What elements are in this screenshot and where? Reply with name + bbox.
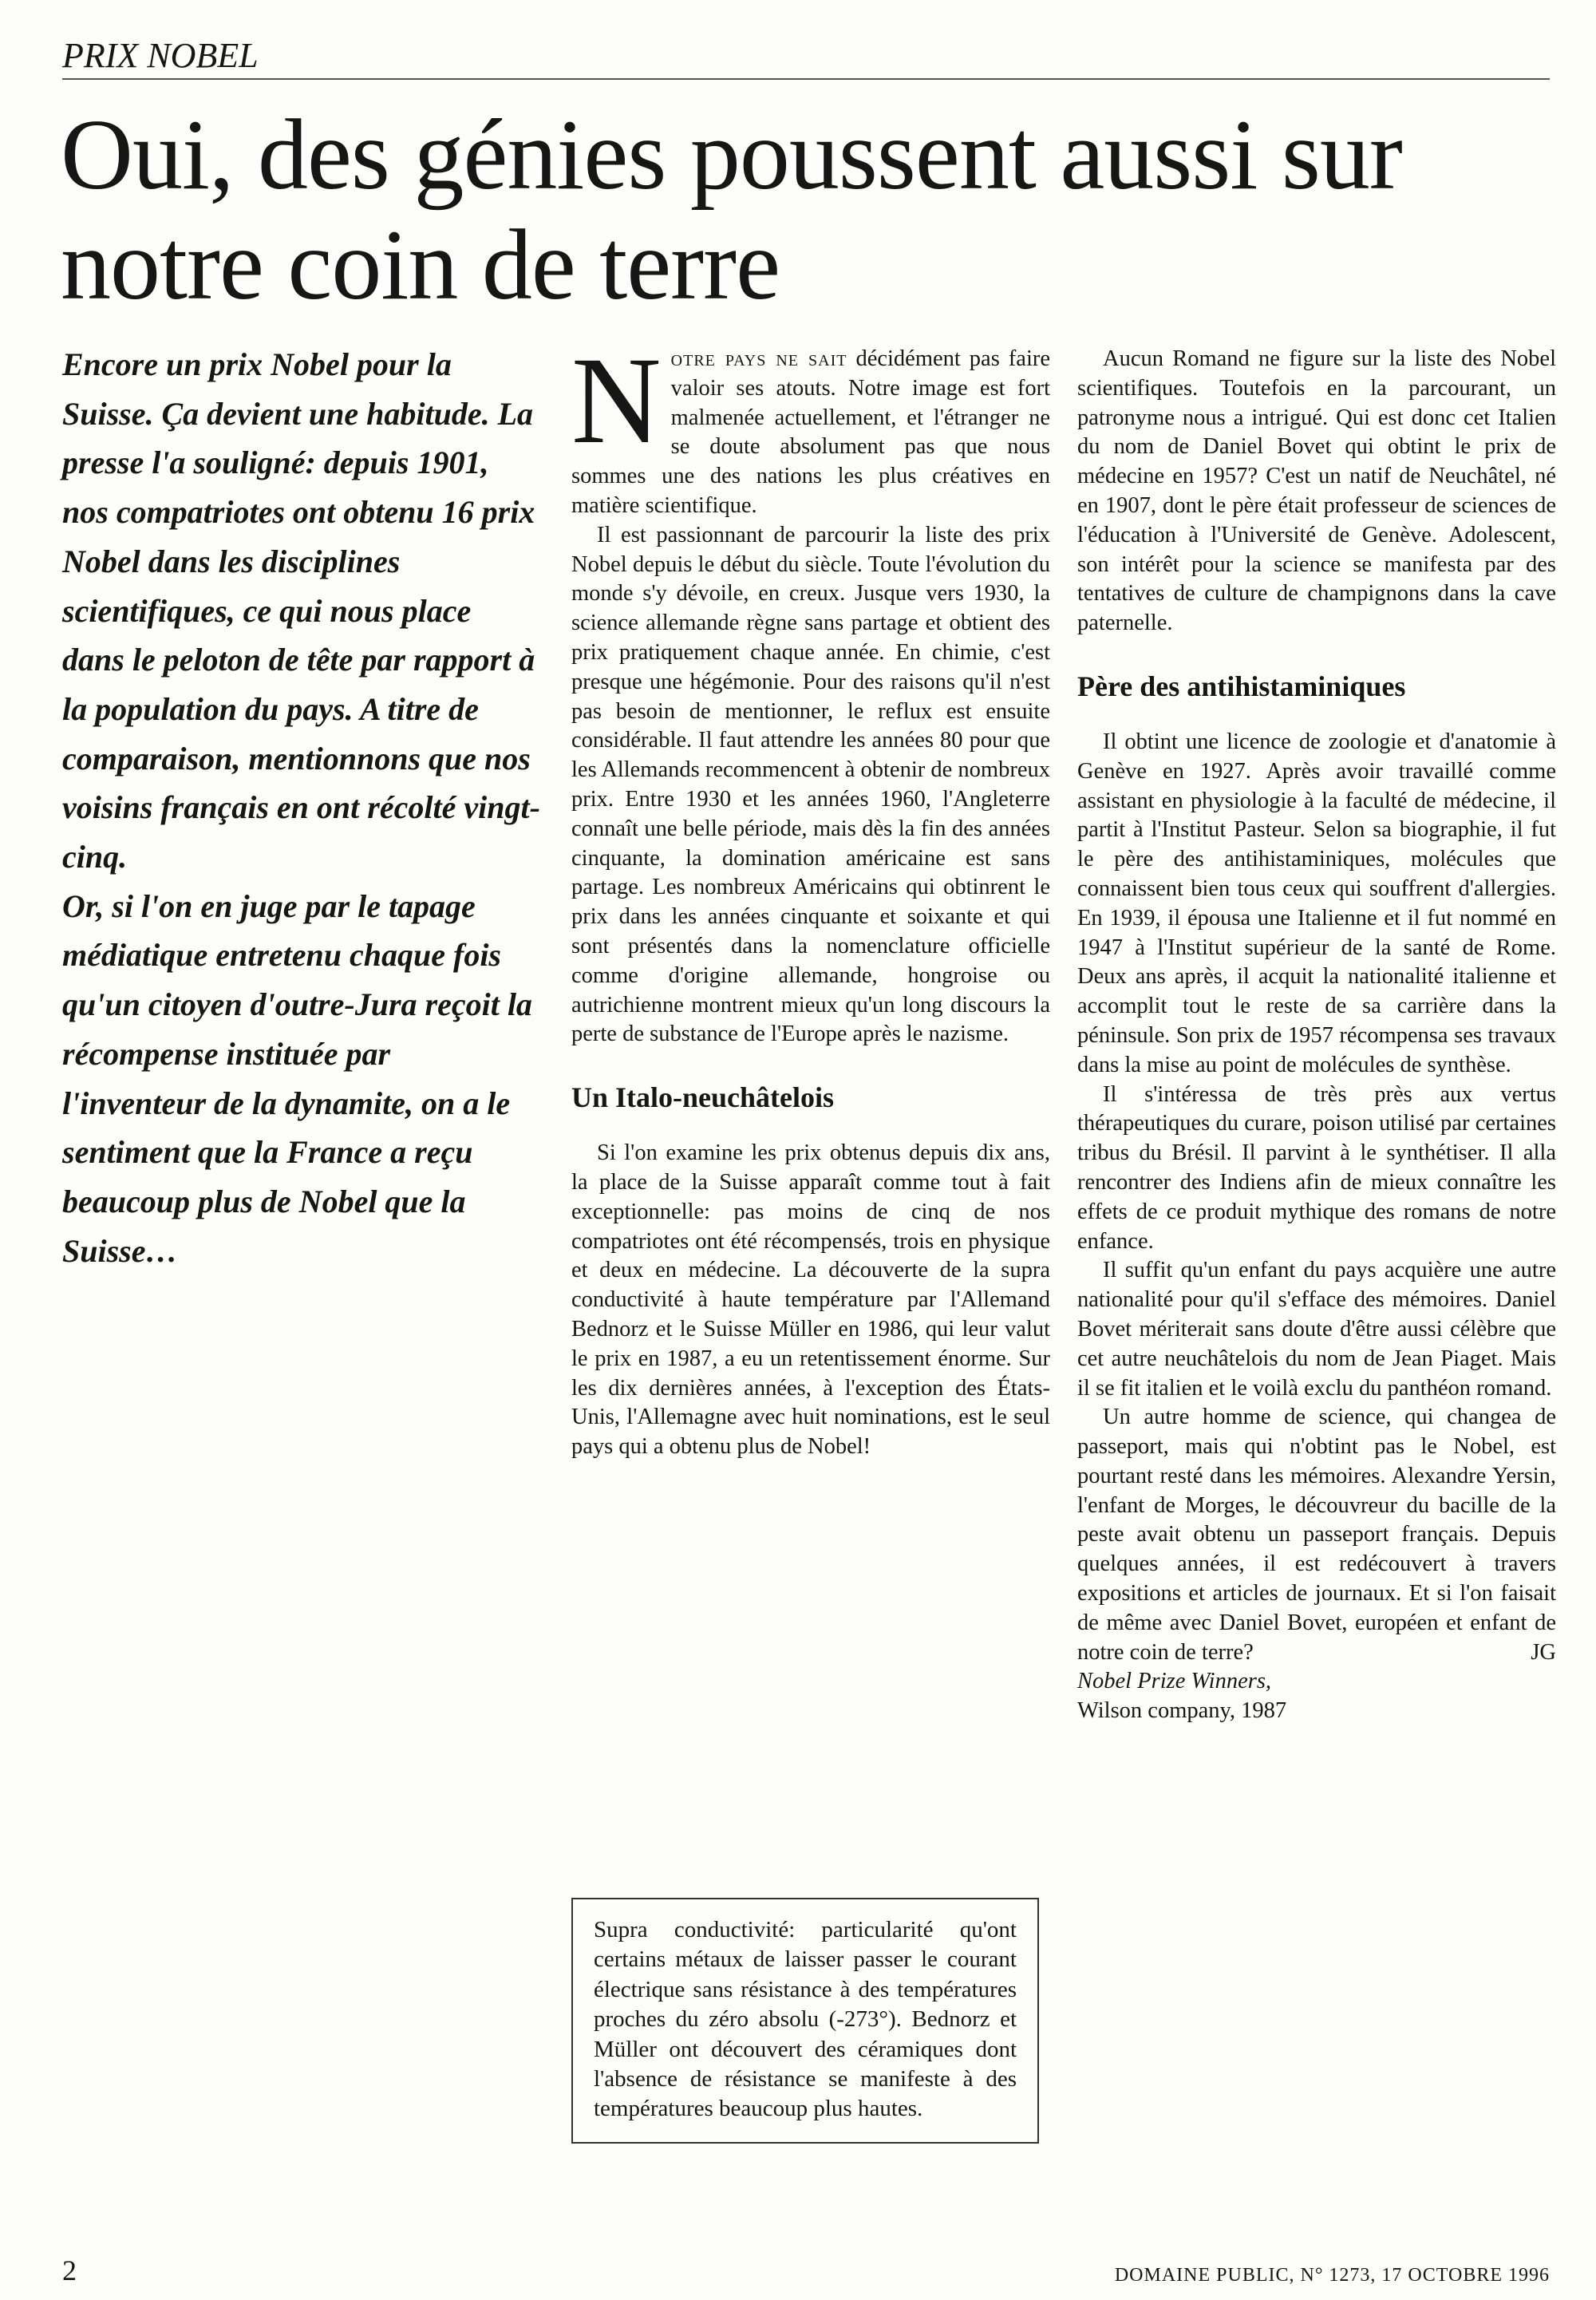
drop-cap: N	[571, 331, 662, 469]
article-column-3	[1077, 345, 1556, 1726]
opening-words: otre pays ne sait	[670, 346, 847, 371]
body-paragraph: Il est passionnant de parcourir la liste des prix Nobel depuis le début du siècle. Toute l'évolution du monde s'y dévoile, en creux. Jusque vers 1930, la science allemande règne sans partage et obtient des prix pratiquement chaque année. En chimie, c'est presque une hégémonie. Pour des raisons qu'il n'est pas besoin de mentionner, le reflux est ensuite considérable. Il faut attendre les années 80 pour que les Allemands recommencent à obtenir de nombreux prix. Entre 1930 et les années 1960, l'Angleterre connaît une belle période, mais dès la fin des années cinquante, la domination américaine est sans partage. Les nombreux Américains qui obtinrent le prix dans les années cinquante et soixante et qui sont présentés dans la nomenclature officielle comme d'origine allemande, hongroise ou autrichienne montrent mieux qu'un long discours la perte de substance de l'Europe après le nazisme.	[571, 522, 1050, 1047]
author-signature: JG	[1531, 1639, 1556, 1665]
subheading: Un Italo-neuchâtelois	[571, 1081, 835, 1114]
paragraph-text: décidément pas faire valoir ses atouts. Notre image est fort malmenée actuellement, et l'étranger ne se doute absolument pas que nous sommes une des nations les plus créatives en matière scientifique.	[571, 346, 1050, 518]
body-paragraph: Il s'intéressa de très près aux vertus thérapeutiques du curare, poison utilisé par certaines tribus du Brésil. Il parvint à le synthétiser. Il alla rencontrer des Indiens afin de mieux connaître les effets de ce produit mythique des romans de notre enfance.	[1077, 1081, 1556, 1254]
body-paragraph: Si l'on examine les prix obtenus depuis dix ans, la place de la Suisse apparaît comme tout à fait exceptionnelle: pas moins de cinq de nos compatriotes ont été récompensés, trois en physique et deux en médecine. La découverte de la supra conductivité à haute température par l'Allemand Bednorz et le Suisse Müller en 1986, qui leur valut le prix en 1987, a eu un retentissement énorme. Sur les dix dernières années, à l'exception des États-Unis, l'Allemagne avec huit nominations, est le seul pays qui a obtenu plus de Nobel!	[571, 1140, 1050, 1460]
reference-publisher: Wilson company, 1987	[1077, 1698, 1287, 1724]
body-paragraph: Aucun Romand ne figure sur la liste des Nobel scientifiques. Toutefois en la parcourant, un patronyme nous a intrigué. Qui est donc cet Italien du nom de Daniel Bovet qui obtint le prix de médecine en 1957? C'est un natif de Neuchâtel, né en 1907, dont le père était professeur de sciences de l'éducation à l'Université de Genève. Adolescent, son intérêt pour la science se manifesta par des tentatives de culture de champignons dans la cave paternelle.	[1077, 346, 1556, 636]
lead-paragraph: Encore un prix Nobel pour la Suisse. Ça devient une habitude. La presse l'a souligné: depuis 1901, nos compatriotes ont obtenu 16 prix Nobel dans les disciplines scientifiques, ce qui nous place dans le peloton de tête par rapport à la population du pays. A titre de comparaison, mentionnons que nos voisins français en ont récolté vingt-cinq.	[62, 346, 540, 875]
article-lead	[62, 340, 541, 1275]
lead-paragraph: Or, si l'on en juge par le tapage médiatique entretenu chaque fois qu'un citoyen d'outre-Jura reçoit la récompense instituée par l'inventeur de la dynamite, on a le sentiment que la France a reçu beaucoup plus de Nobel que la Suisse…	[62, 887, 532, 1269]
body-paragraph: Il suffit qu'un enfant du pays acquière une autre nationalité pour qu'il s'efface des mémoires. Daniel Bovet mériterait sans doute d'être aussi célèbre que cet autre neuchâtelois du nom de Jean Piaget. Mais il se fit italien et le voilà exclu du panthéon romand.	[1077, 1258, 1556, 1401]
article-headline: Oui, des génies poussent aussi sur notre coin de terre	[61, 100, 1402, 321]
bibliographic-reference	[1077, 1667, 1556, 1726]
publication-footer: DOMAINE PUBLIC, N° 1273, 17 OCTOBRE 1996	[1114, 2265, 1550, 2286]
section-rubric: PRIX NOBEL	[62, 35, 1550, 80]
paragraph-text: Un autre homme de science, qui changea de passeport, mais qui n'obtint pas le Nobel, est pourtant resté dans les mémoires. Alexandre Yersin, l'enfant de Morges, le découvreur du bacille de la peste avait obtenu un passeport français. Depuis quelques années, il est redécouvert à travers expositions et articles de journaux. Et si l'on faisait de même avec Daniel Bovet, européen et enfant de notre coin de terre?	[1077, 1405, 1556, 1665]
body-paragraph	[1077, 1403, 1556, 1667]
reference-title: Nobel Prize Winners,	[1077, 1669, 1272, 1694]
article-column-2	[571, 331, 1050, 1462]
definition-box: Supra conductivité: particularité qu'ont certains métaux de laisser passer le courant électrique sans résistance à des températures proches du zéro absolu (-273°). Bednorz et Müller ont découvert des céramiques dont l'absence de résistance se manifeste à des températures beaucoup plus hautes.	[571, 1898, 1039, 2144]
subheading: Père des antihistaminiques	[1077, 670, 1406, 702]
body-paragraph	[571, 331, 1050, 521]
body-paragraph: Il obtint une licence de zoologie et d'anatomie à Genève en 1927. Après avoir travaillé comme assistant en physiologie à la faculté de médecine, il partit à l'Institut Pasteur. Selon sa biographie, il fut le père des antihistaminiques, molécules que connaissent bien tous ceux qui souffrent d'allergies. En 1939, il épousa une Italienne et il fut nommé en 1947 à l'Institut supérieur de la santé de Rome. Deux ans après, il acquit la nationalité italienne et accomplit tout le reste de sa carrière dans la péninsule. Son prix de 1957 récompensa ses travaux dans la mise au point de molécules de synthèse.	[1077, 729, 1556, 1077]
page-number: 2	[62, 2255, 77, 2286]
